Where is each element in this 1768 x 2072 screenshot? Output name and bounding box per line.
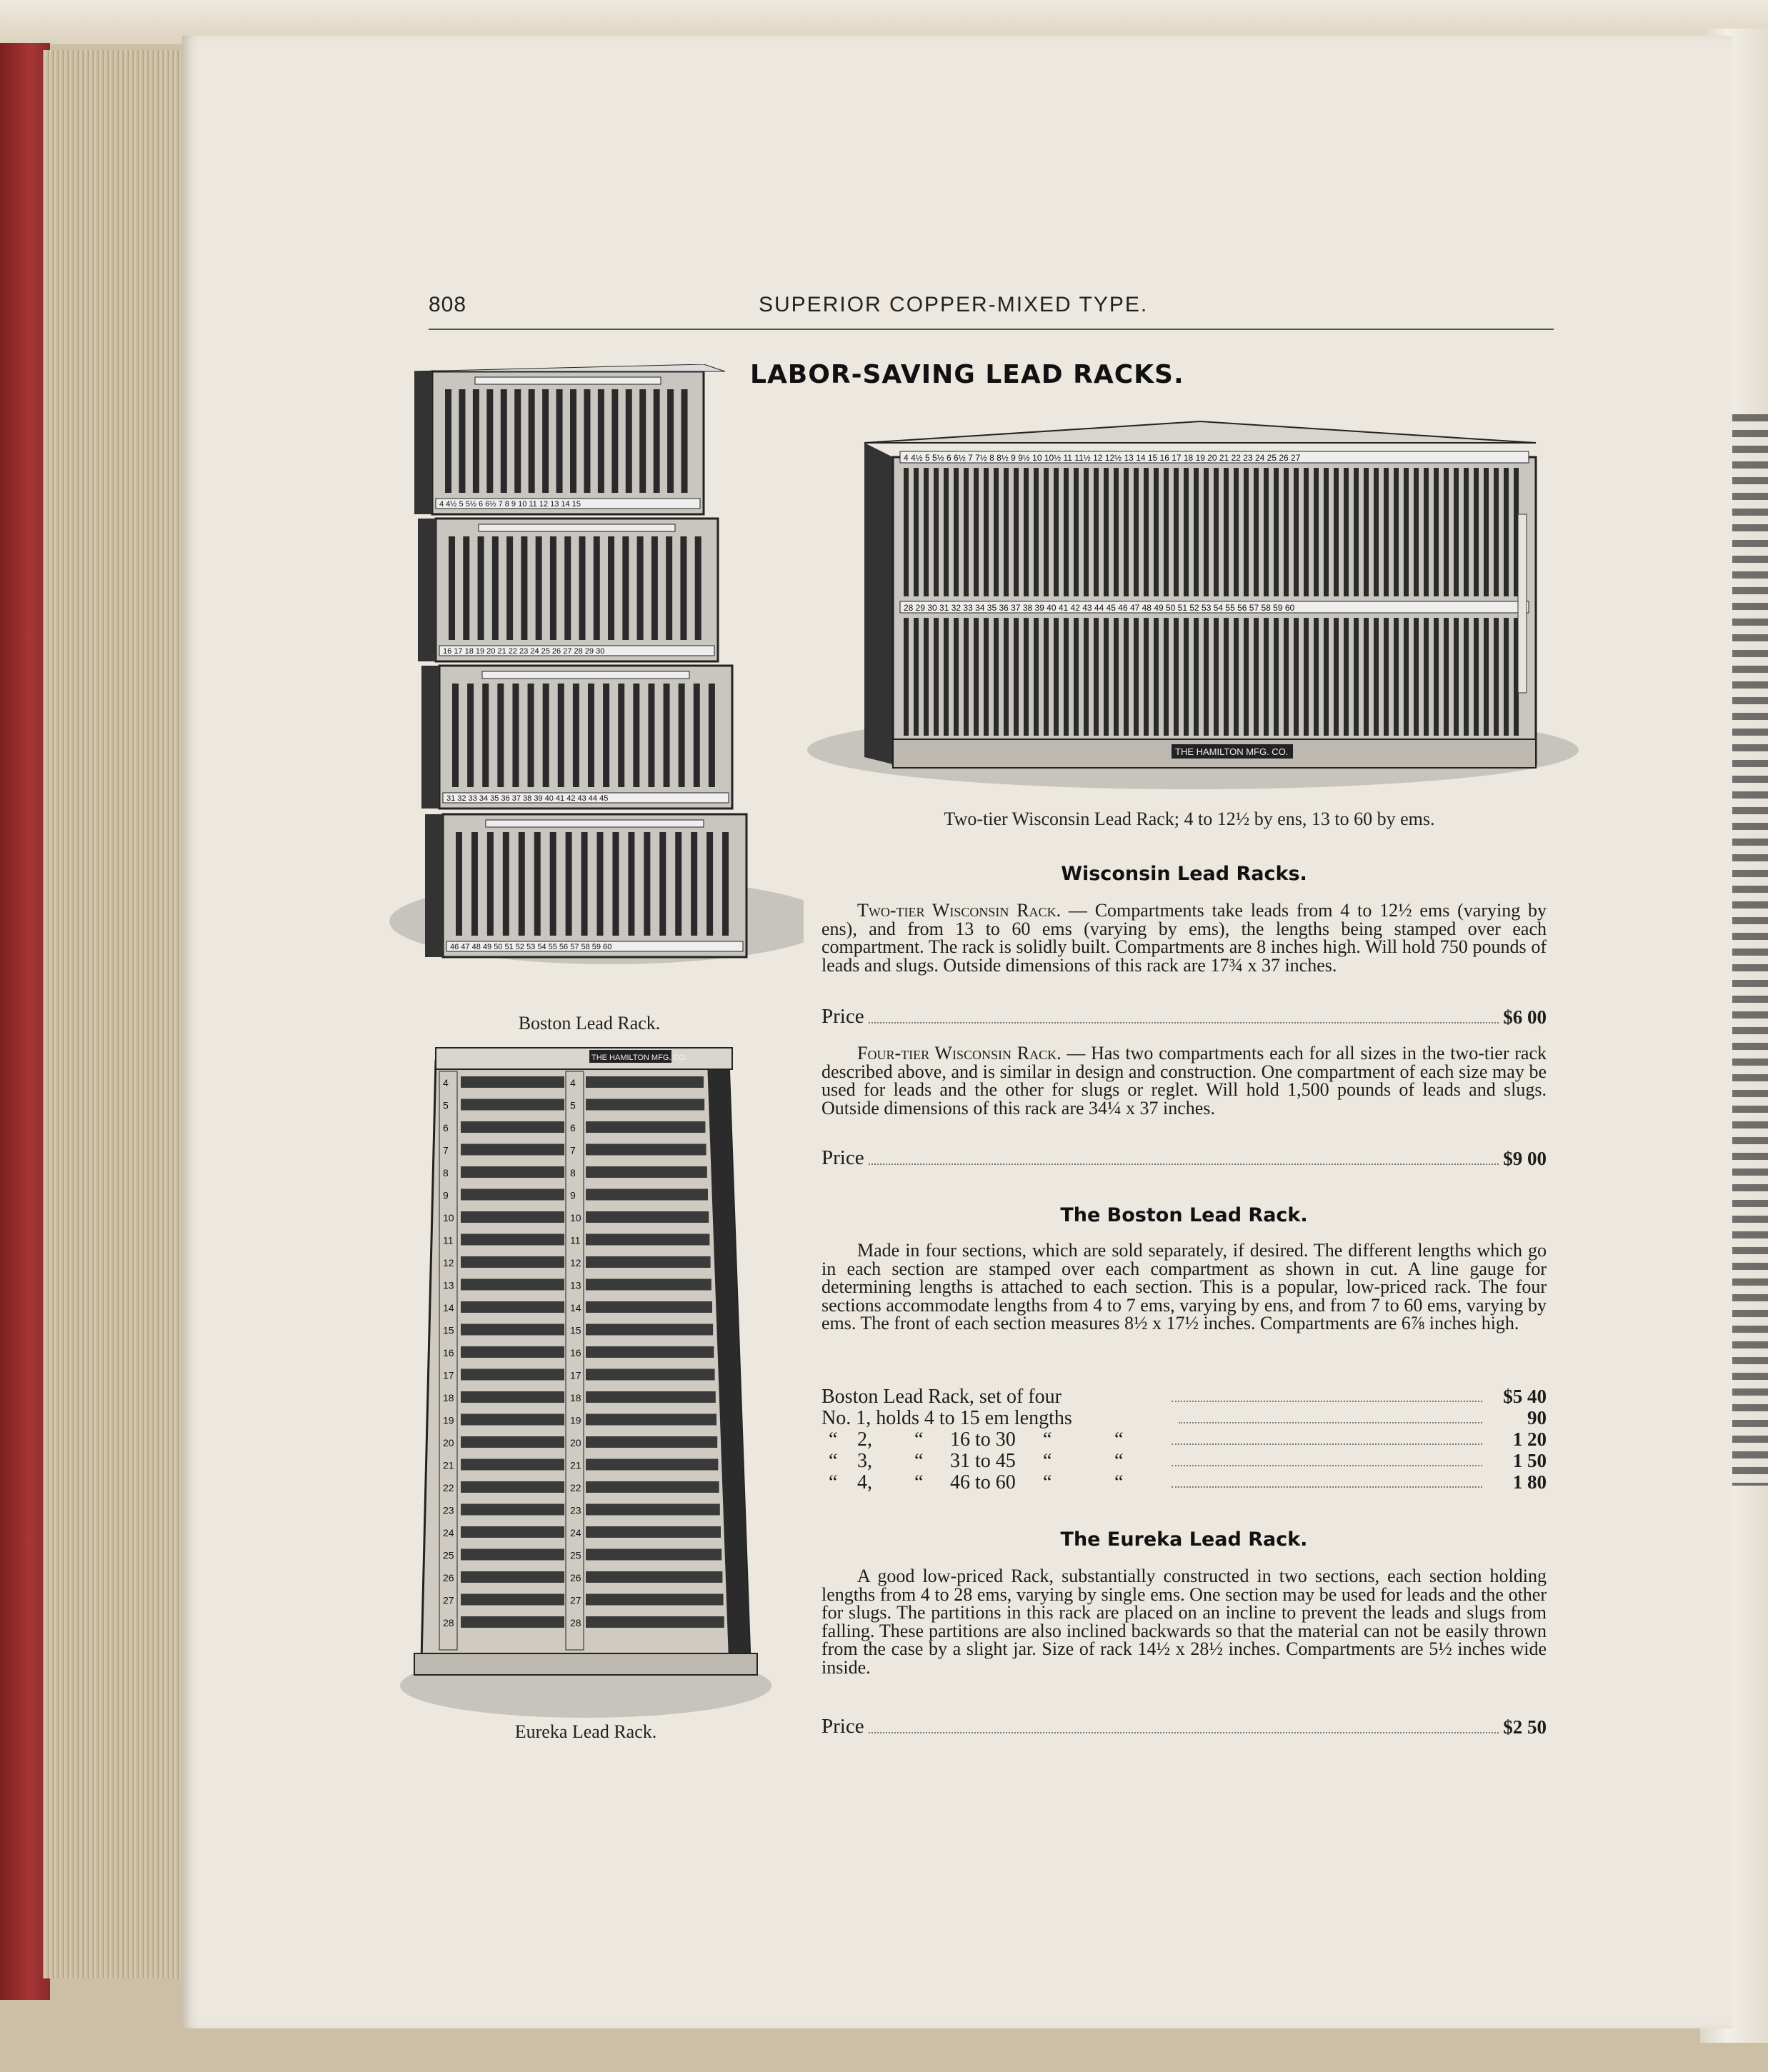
row-price: 1 50 — [1512, 1450, 1547, 1471]
svg-text:4: 4 — [570, 1077, 576, 1088]
svg-text:4 4½ 5 5½ 6 6½ 7 8 9 10 11 12: 4 4½ 5 5½ 6 6½ 7 8 9 10 11 12 13 14 15 — [439, 500, 581, 509]
boston-heading: The Boston Lead Rack. — [1060, 1204, 1308, 1226]
svg-text:5: 5 — [443, 1099, 449, 1111]
svg-text:10: 10 — [570, 1212, 581, 1223]
wisconsin-caption: Two-tier Wisconsin Lead Rack; 4 to 12½ by ens, 13 to 60 by ems. — [944, 809, 1435, 829]
svg-text:16: 16 — [443, 1347, 454, 1358]
svg-text:19: 19 — [570, 1414, 581, 1426]
boston-row-4: “ 4, “ 46 to 60 “ “ 1 80 — [829, 1471, 1547, 1493]
eureka-caption: Eureka Lead Rack. — [514, 1721, 657, 1742]
svg-text:10: 10 — [443, 1212, 454, 1223]
boston-row-set — [821, 1386, 1547, 1407]
svg-text:9: 9 — [570, 1189, 576, 1201]
four-tier-lead: Four-tier Wisconsin Rack. — [857, 1043, 1062, 1063]
svg-text:27: 27 — [570, 1594, 581, 1606]
svg-text:8: 8 — [570, 1167, 576, 1178]
svg-text:11: 11 — [570, 1234, 581, 1246]
svg-text:25: 25 — [443, 1549, 454, 1561]
svg-text:12: 12 — [443, 1257, 454, 1268]
wisconsin-rack-illustration — [800, 414, 1579, 793]
wisconsin-heading: Wisconsin Lead Racks. — [1061, 863, 1307, 885]
svg-text:21: 21 — [570, 1459, 581, 1471]
eureka-heading: The Eureka Lead Rack. — [1060, 1528, 1308, 1551]
svg-text:28: 28 — [570, 1617, 581, 1628]
two-tier-lead: Two-tier Wisconsin Rack. — [857, 900, 1062, 921]
svg-text:6: 6 — [443, 1122, 449, 1133]
boston-row-2: “ 2, “ 16 to 30 “ “ 1 20 — [829, 1428, 1547, 1451]
price-label: Price — [821, 1005, 864, 1028]
svg-text:9: 9 — [443, 1189, 449, 1201]
svg-text:18: 18 — [570, 1392, 581, 1403]
four-tier-price-row — [821, 1147, 1547, 1170]
page-title: LABOR-SAVING LEAD RACKS. — [750, 360, 1184, 389]
svg-text:THE HAMILTON MFG. CO.: THE HAMILTON MFG. CO. — [1175, 746, 1289, 757]
svg-text:13: 13 — [443, 1279, 454, 1291]
svg-text:24: 24 — [570, 1527, 581, 1538]
eureka-description: A good low-priced Rack, substantially constructed in two sections, each section holding lengths from 4 to 28 ems, varying by single ems. One section may be used for leads and the other for slugs. The partitions in this rack are placed on an incline to prevent the leads and slugs from falling. These partitions are also inclined backwards so that the material can not be easily thrown from the case by a slight jar. Size of rack 14½ x 28½ inches. Compartments are 5½ inches wide inside. — [821, 1566, 1547, 1678]
row-price: $5 40 — [1503, 1386, 1547, 1407]
price-label: Price — [821, 1146, 864, 1169]
page-edges — [43, 50, 186, 1978]
row-price: 1 20 — [1512, 1428, 1547, 1450]
svg-text:13: 13 — [570, 1279, 581, 1291]
two-tier-description — [821, 901, 1547, 974]
eureka-rack-illustration — [371, 1039, 771, 1725]
svg-text:15: 15 — [443, 1324, 454, 1336]
four-tier-text: — Has two compartments each for all sizes in the two-tier rack described above, and is similar in design and construction. One compartment of each size may be used for leads and the other for slugs or reglet. Will hold 1,500 pounds of leads and slugs. Outside dimensions of this rack are 34¼ x 37 inches. — [821, 1043, 1547, 1118]
svg-text:31 32 33 34 35 36 37 38 39 40: 31 32 33 34 35 36 37 38 39 40 41 42 43 44 45 — [446, 794, 609, 803]
svg-text:17: 17 — [443, 1369, 454, 1381]
svg-text:16 17 18 19 20 21 22 23 24 25: 16 17 18 19 20 21 22 23 24 25 26 27 28 29 30 — [443, 647, 605, 656]
svg-text:26: 26 — [570, 1572, 581, 1583]
svg-text:14: 14 — [570, 1302, 581, 1313]
svg-text:8: 8 — [443, 1167, 449, 1178]
boston-description: Made in four sections, which are sold separately, if desired. The different lengths which go in each section are stamped over each compartment as shown in cut. A line gauge for determining lengths is attached to each section. This is a popular, low-priced rack. The four sections accommodate lengths from 4 to 7 ems, varying by ens, and from 7 to 60 ems, varying by ems. The front of each section measures 8½ x 17½ inches. Compartments are 6⅞ inches high. — [821, 1240, 1547, 1333]
svg-text:4: 4 — [443, 1077, 449, 1088]
svg-text:22: 22 — [443, 1482, 454, 1493]
svg-text:14: 14 — [443, 1302, 454, 1313]
svg-text:4 4½ 5 5½ 6 6½ 7 7½ 8 8½ 9 9½: 4 4½ 5 5½ 6 6½ 7 7½ 8 8½ 9 9½ 10 10½ 11 11½ 12 12½ 13 14 15 16 17 18 19 20 21 22 23 24 25 26 27 — [904, 453, 1301, 463]
row-label: Boston Lead Rack, set of four — [821, 1386, 1062, 1408]
two-tier-text: — Compartments take leads from 4 to 12½ ems (varying by ens), and from 13 to 60 ems (varying by ems), the lengths being stamped over each compartment. The rack is solidly built. Compartments are 8 inches high. Will hold 750 pounds of leads and slugs. Outside dimensions of this rack are 17¾ x 37 inches. — [821, 900, 1547, 976]
svg-text:28: 28 — [443, 1617, 454, 1628]
svg-text:20: 20 — [443, 1437, 454, 1448]
svg-text:27: 27 — [443, 1594, 454, 1606]
boston-caption: Boston Lead Rack. — [518, 1013, 661, 1034]
price-value: $9 00 — [1503, 1148, 1547, 1169]
running-head — [429, 293, 1554, 330]
boston-row-1 — [821, 1407, 1547, 1428]
svg-text:18: 18 — [443, 1392, 454, 1403]
svg-text:46 47 48 49 50 51 52 53 54 55: 46 47 48 49 50 51 52 53 54 55 56 57 58 59 60 — [450, 943, 612, 951]
svg-text:23: 23 — [570, 1504, 581, 1516]
svg-text:25: 25 — [570, 1549, 581, 1561]
price-value: $6 00 — [1503, 1006, 1547, 1028]
svg-text:24: 24 — [443, 1527, 454, 1538]
row-label: No. 1, holds 4 to 15 em lengths — [821, 1407, 1072, 1429]
row-price: 1 80 — [1512, 1471, 1547, 1493]
boston-rack-illustration — [375, 364, 804, 1007]
svg-text:22: 22 — [570, 1482, 581, 1493]
svg-text:28 29 30 31 32 33 34 35 36 37: 28 29 30 31 32 33 34 35 36 37 38 39 40 41 42 43 44 45 46 47 48 49 50 51 52 53 54 55 56 57 58 59 60 — [904, 603, 1295, 613]
svg-text:23: 23 — [443, 1504, 454, 1516]
price-value: $2 50 — [1503, 1716, 1547, 1738]
eureka-price-row — [821, 1716, 1547, 1738]
svg-text:15: 15 — [570, 1324, 581, 1336]
row-price: 90 — [1527, 1407, 1547, 1428]
svg-text:16: 16 — [570, 1347, 581, 1358]
price-label: Price — [821, 1715, 864, 1738]
four-tier-description — [821, 1044, 1547, 1117]
svg-text:6: 6 — [570, 1122, 576, 1133]
running-head-title: SUPERIOR COPPER-MIXED TYPE. — [759, 293, 1149, 316]
svg-text:11: 11 — [443, 1234, 454, 1246]
svg-text:7: 7 — [443, 1144, 449, 1156]
page-number: 808 — [429, 293, 467, 316]
svg-text:19: 19 — [443, 1414, 454, 1426]
svg-text:12: 12 — [570, 1257, 581, 1268]
svg-text:20: 20 — [570, 1437, 581, 1448]
svg-text:17: 17 — [570, 1369, 581, 1381]
svg-text:THE HAMILTON MFG. CO.: THE HAMILTON MFG. CO. — [591, 1053, 688, 1062]
svg-text:7: 7 — [570, 1144, 576, 1156]
svg-text:26: 26 — [443, 1572, 454, 1583]
svg-text:21: 21 — [443, 1459, 454, 1471]
boston-row-3: “ 3, “ 31 to 45 “ “ 1 50 — [829, 1450, 1547, 1472]
svg-text:5: 5 — [570, 1099, 576, 1111]
two-tier-price-row — [821, 1006, 1547, 1029]
